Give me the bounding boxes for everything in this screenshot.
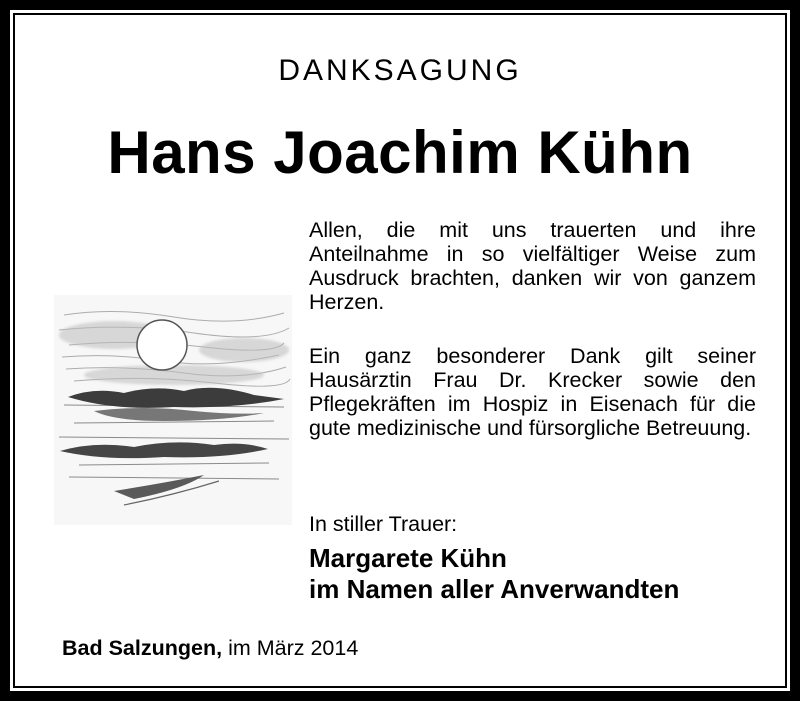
deceased-name: Hans Joachim Kühn <box>107 119 693 186</box>
sun-landscape-illustration <box>54 295 292 525</box>
special-thanks-paragraph: Ein ganz besonderer Dank gilt seiner Hausärztin Frau Dr. Krecker sowie den Pflegekräften im Hospiz in Eisenach für die gute medizinische und fürsorgliche Betreuung. <box>309 344 756 440</box>
signers <box>309 543 679 605</box>
place-date-line <box>62 636 358 661</box>
notice-heading: DANKSAGUNG <box>278 54 522 87</box>
place-name: Bad Salzungen, <box>62 636 223 660</box>
notice-date: im März 2014 <box>228 636 359 660</box>
signer-name: Margarete Kühn <box>309 543 507 573</box>
thanks-paragraph: Allen, die mit uns trauerten und ihre Anteilnahme in so vielfältiger Weise zum Ausdruck brachten, danken wir von ganzem Herzen. <box>309 218 756 314</box>
signer-relatives: im Namen aller Anverwandten <box>309 574 680 604</box>
mourning-label: In stiller Trauer: <box>309 512 458 536</box>
